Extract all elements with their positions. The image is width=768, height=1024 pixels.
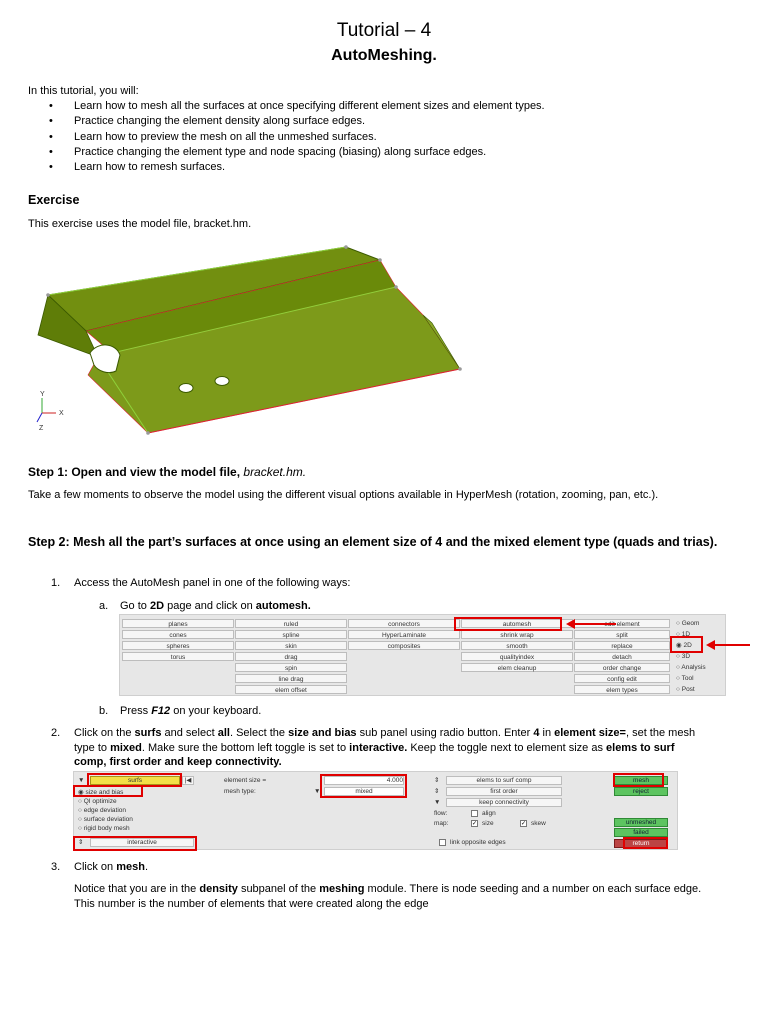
spline-button[interactable]: spline — [235, 630, 347, 639]
list-number: 1. — [51, 577, 61, 589]
substep-a-text: Go to 2D page and click on automesh. — [120, 600, 311, 612]
mesh-type-label: mesh type: — [224, 788, 256, 795]
list-item: • Practice changing the element density along surface edges. — [74, 114, 545, 129]
substep-b-text: Press F12 on your keyboard. — [120, 705, 262, 717]
radio-1d[interactable]: ○ 1D — [676, 631, 691, 638]
toggle-icon[interactable]: ⇕ — [434, 788, 440, 795]
dropdown-arrow-icon[interactable]: ▼ — [314, 788, 321, 795]
connectors-button[interactable]: connectors — [348, 619, 460, 628]
step2-heading: Step 2: Mesh all the part’s surfaces at once using an element size of 4 and the mixed element type (quads and trias). — [28, 535, 718, 549]
replace-button[interactable]: replace — [574, 641, 670, 650]
toggle-icon[interactable]: ⇕ — [434, 777, 440, 784]
list-number: 3. — [51, 861, 61, 873]
exercise-heading: Exercise — [28, 193, 80, 207]
radio-post[interactable]: ○ Post — [676, 686, 695, 693]
intro-text: In this tutorial, you will: — [28, 85, 139, 97]
reject-button[interactable]: reject — [614, 787, 668, 796]
dropdown-arrow-icon[interactable]: ▼ — [434, 799, 441, 806]
spin-button[interactable]: spin — [235, 663, 347, 672]
element-size-highlight — [320, 774, 407, 798]
step-item-text: Click on the surfs and select all. Select the size and bias sub panel using radio button. Enter 4 in element size=, set the mesh — [74, 727, 696, 739]
hypermesh-2d-panel — [119, 614, 726, 696]
objectives-list — [74, 99, 545, 175]
first-order-toggle[interactable]: first order — [446, 787, 562, 796]
list-item: • Learn how to preview the mesh on all the unmeshed surfaces. — [74, 130, 545, 145]
radio-edge-deviation[interactable]: ○ edge deviation — [78, 807, 127, 814]
collector-arrow-icon[interactable]: ▼ — [78, 777, 85, 784]
automesh-button[interactable]: automesh — [461, 619, 573, 628]
exercise-text: This exercise uses the model file, bracket.hm. — [28, 218, 252, 230]
detach-button[interactable]: detach — [574, 652, 670, 661]
cones-button[interactable]: cones — [122, 630, 234, 639]
list-item: • Practice changing the element type and node spacing (biasing) along surface edges. — [74, 145, 545, 160]
radio-rigid-body-mesh[interactable]: ○ rigid body mesh — [78, 825, 130, 832]
surfs-selector[interactable]: surfs — [90, 776, 180, 785]
reset-icon[interactable]: |◀ — [182, 776, 194, 785]
torus-button[interactable]: torus — [122, 652, 234, 661]
qualityindex-button[interactable]: qualityindex — [461, 652, 573, 661]
drag-button[interactable]: drag — [235, 652, 347, 661]
mesh-button[interactable]: mesh — [614, 776, 668, 785]
return-button[interactable]: return — [614, 839, 668, 848]
toggle-icon[interactable]: ⇕ — [78, 839, 84, 846]
elem-offset-button[interactable]: elem offset — [235, 685, 347, 694]
radio-geom[interactable]: ○ Geom — [676, 620, 700, 627]
bracket-model-image — [28, 235, 476, 435]
link-opposite-edges-checkbox[interactable] — [439, 839, 446, 846]
radio-3d[interactable]: ○ 3D — [676, 653, 691, 660]
list-letter: b. — [99, 705, 109, 717]
step-item-text-cont: comp, first order and keep connectivity. — [74, 756, 282, 768]
page-subtitle: AutoMeshing. — [331, 47, 437, 64]
align-label: align — [482, 810, 496, 817]
size-checkbox[interactable]: ✓ — [472, 821, 478, 827]
mesh-button-highlight — [613, 773, 664, 787]
automesh-highlight — [454, 617, 562, 631]
shrink-wrap-button[interactable]: shrink wrap — [461, 630, 573, 639]
return-button-highlight — [623, 837, 668, 849]
align-checkbox[interactable] — [471, 810, 478, 817]
order-change-button[interactable]: order change — [574, 663, 670, 672]
elem-cleanup-button[interactable]: elem cleanup — [461, 663, 573, 672]
page-title: Tutorial – 4 — [336, 20, 432, 41]
mesh-type-select[interactable]: mixed — [324, 787, 404, 796]
interactive-highlight — [73, 836, 197, 851]
axis-z-label: Z — [39, 425, 44, 432]
elems-to-surf-comp-toggle[interactable]: elems to surf comp — [446, 776, 562, 785]
element-size-input[interactable]: 4.000 — [324, 776, 404, 785]
radio-surface-deviation[interactable]: ○ surface deviation — [78, 816, 133, 823]
step1-filename: bracket.hm. — [243, 465, 307, 479]
keep-connectivity-toggle[interactable]: keep connectivity — [446, 798, 562, 807]
element-size-label: element size = — [224, 777, 267, 784]
link-opposite-edges-label: link opposite edges — [450, 839, 506, 846]
list-item: • Learn how to remesh surfaces. — [74, 160, 545, 175]
config-edit-button[interactable]: config edit — [574, 674, 670, 683]
radio-analysis[interactable]: ○ Analysis — [676, 664, 706, 671]
line-drag-button[interactable]: line drag — [235, 674, 347, 683]
notice-text: Notice that you are in the density subpanel of the meshing module. There is node seeding and a number on each surface edge. — [74, 883, 702, 895]
arrow-left-icon — [706, 638, 750, 652]
composites-button[interactable]: composites — [348, 641, 460, 650]
2d-radio-highlight — [670, 636, 703, 653]
hyperlaminate-button[interactable]: HyperLaminate — [348, 630, 460, 639]
notice-text-cont: This number is the number of elements that were created along the edge — [74, 898, 429, 910]
radio-2d[interactable]: ◉ 2D — [676, 642, 692, 649]
step1-heading: Step 1: Open and view the model file, bracket.hm. — [28, 465, 307, 479]
split-button[interactable]: split — [574, 630, 670, 639]
list-letter: a. — [99, 600, 109, 612]
spheres-button[interactable]: spheres — [122, 641, 234, 650]
step-item-text: Click on mesh. — [74, 861, 148, 873]
list-number: 2. — [51, 727, 61, 739]
radio-qi-optimize[interactable]: ○ QI optimize — [78, 798, 117, 805]
size-and-bias-highlight — [73, 785, 143, 797]
smooth-button[interactable]: smooth — [461, 641, 573, 650]
axis-y-label: Y — [40, 391, 45, 398]
interactive-toggle[interactable]: interactive — [90, 838, 194, 847]
ruled-button[interactable]: ruled — [235, 619, 347, 628]
failed-button[interactable]: failed — [614, 828, 668, 837]
elem-types-button[interactable]: elem types — [574, 685, 670, 694]
map-label: map: — [434, 820, 449, 827]
radio-size-and-bias[interactable]: ◉ size and bias — [78, 789, 124, 796]
list-item: • Learn how to mesh all the surfaces at once specifying different element sizes and element types. — [74, 99, 545, 114]
unmeshed-button[interactable]: unmeshed — [614, 818, 668, 827]
edit-element-button[interactable]: edit element — [574, 619, 670, 628]
planes-button[interactable]: planes — [122, 619, 234, 628]
step1-text: Take a few moments to observe the model using the different visual options available in HyperMesh (rotation, zooming, pan, etc.). — [28, 489, 659, 501]
axis-x-label: X — [59, 410, 64, 417]
size-label: size — [482, 820, 494, 827]
step-item-text: Access the AutoMesh panel in one of the following ways: — [74, 577, 351, 589]
radio-tool[interactable]: ○ Tool — [676, 675, 694, 682]
step-item-text-cont: type to mixed. Make sure the bottom left toggle is set to interactive. Keep the toggle next to element size as elems to surf — [74, 742, 675, 754]
skin-button[interactable]: skin — [235, 641, 347, 650]
skew-label: skew — [531, 820, 546, 827]
skew-checkbox[interactable]: ✓ — [521, 821, 527, 827]
arrow-left-icon — [566, 617, 616, 631]
flow-label: flow: — [434, 810, 448, 817]
